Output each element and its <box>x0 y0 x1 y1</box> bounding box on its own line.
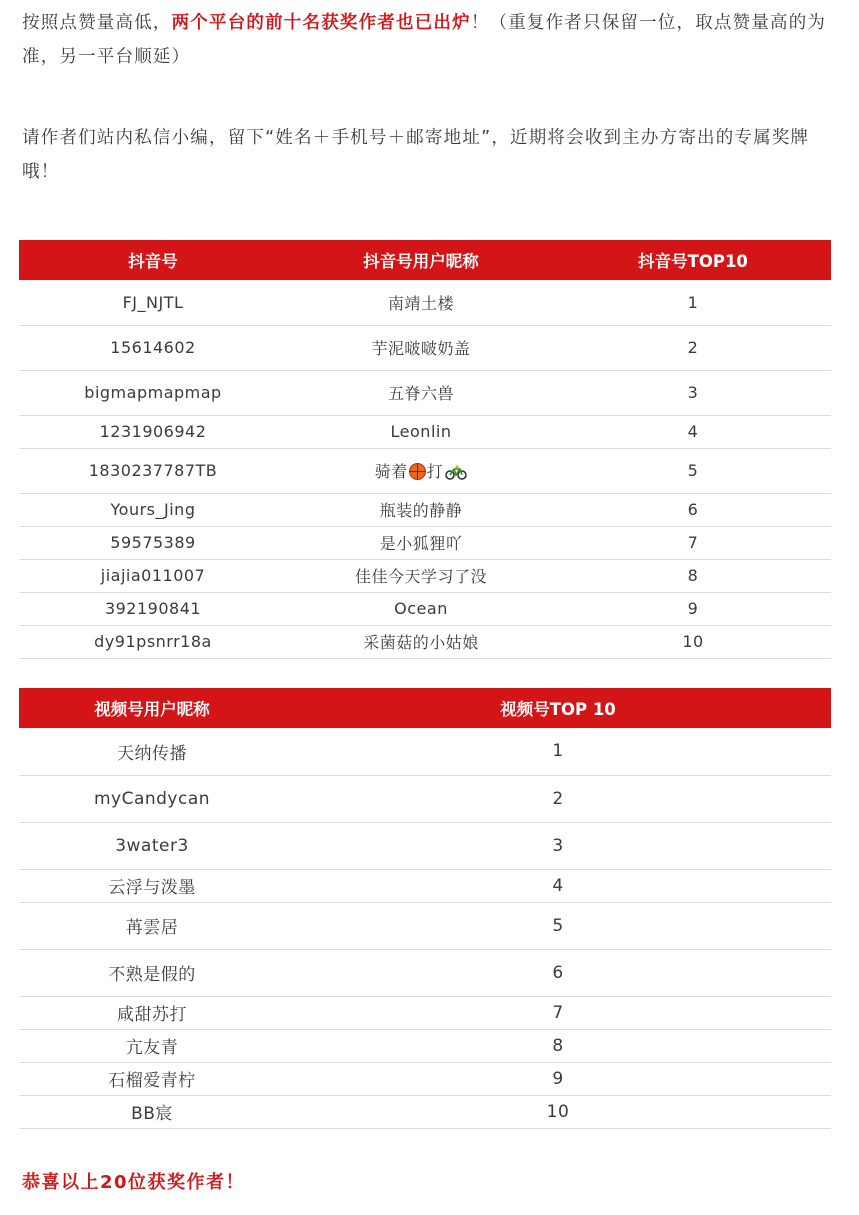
shipinhao-rank: 3 <box>285 822 831 869</box>
douyin-ranking-table <box>19 240 831 659</box>
table-row <box>19 869 831 902</box>
douyin-rank: 4 <box>555 415 831 448</box>
douyin-nickname: 是小狐狸吖 <box>287 526 555 559</box>
table-row <box>19 949 831 996</box>
table-row <box>19 728 831 775</box>
header-douyin-nickname: 抖音号用户昵称 <box>287 240 555 280</box>
bicycle-icon <box>445 465 467 480</box>
shipinhao-nickname: 天纳传播 <box>19 728 285 775</box>
shipinhao-ranking-table <box>19 688 831 1129</box>
douyin-id: 15614602 <box>19 325 287 370</box>
shipinhao-nickname: 咸甜苏打 <box>19 996 285 1029</box>
shipinhao-rank: 2 <box>285 775 831 822</box>
header-douyin-id: 抖音号 <box>19 240 287 280</box>
douyin-rank: 10 <box>555 625 831 658</box>
douyin-nickname: 南靖土楼 <box>287 280 555 325</box>
table-row <box>19 625 831 658</box>
table-row <box>19 775 831 822</box>
douyin-nickname: 芋泥啵啵奶盖 <box>287 325 555 370</box>
shipinhao-nickname: 苒雲居 <box>19 902 285 949</box>
intro-text-after: ！（重复作者只保留一位，取点赞量高的为准，另一平台顺延） <box>22 13 827 67</box>
shipinhao-nickname: 亢友青 <box>19 1029 285 1062</box>
shipinhao-rank: 5 <box>285 902 831 949</box>
douyin-nickname: 五脊六兽 <box>287 370 555 415</box>
douyin-rank: 1 <box>555 280 831 325</box>
shipinhao-nickname: 云浮与泼墨 <box>19 869 285 902</box>
table-row <box>19 559 831 592</box>
douyin-nickname: 佳佳今天学习了没 <box>287 559 555 592</box>
douyin-header-row <box>19 240 831 280</box>
basketball-icon <box>409 463 426 480</box>
douyin-rank: 7 <box>555 526 831 559</box>
douyin-id: Yours_Jing <box>19 493 287 526</box>
table-row <box>19 526 831 559</box>
table-row <box>19 415 831 448</box>
header-douyin-top10: 抖音号TOP10 <box>555 240 831 280</box>
douyin-nickname-part-1: 骑着 <box>374 462 408 481</box>
douyin-nickname: 采菌菇的小姑娘 <box>287 625 555 658</box>
shipinhao-rank: 7 <box>285 996 831 1029</box>
shipinhao-nickname: 不熟是假的 <box>19 949 285 996</box>
douyin-nickname: 瓶装的静静 <box>287 493 555 526</box>
douyin-id: 1231906942 <box>19 415 287 448</box>
douyin-rank: 8 <box>555 559 831 592</box>
douyin-rank: 9 <box>555 592 831 625</box>
douyin-nickname: Ocean <box>287 592 555 625</box>
shipinhao-rank: 4 <box>285 869 831 902</box>
shipinhao-rank: 8 <box>285 1029 831 1062</box>
douyin-id: dy91psnrr18a <box>19 625 287 658</box>
douyin-id: FJ_NJTL <box>19 280 287 325</box>
douyin-rank: 5 <box>555 448 831 493</box>
table-row <box>19 592 831 625</box>
congratulations-footer: 恭喜以上20位获奖作者！ <box>22 1172 246 1193</box>
header-shipinhao-nickname: 视频号用户昵称 <box>19 688 285 728</box>
douyin-nickname-part-2: 打 <box>426 462 444 481</box>
table-row <box>19 1029 831 1062</box>
intro-paragraph-1 <box>22 6 834 74</box>
table-row <box>19 325 831 370</box>
douyin-nickname <box>287 448 555 493</box>
shipinhao-nickname: 3water3 <box>19 822 285 869</box>
table-row <box>19 1095 831 1128</box>
table-row <box>19 448 831 493</box>
intro-text-before: 按照点赞量高低， <box>22 13 172 33</box>
douyin-rank: 2 <box>555 325 831 370</box>
douyin-rank: 3 <box>555 370 831 415</box>
intro-highlight: 两个平台的前十名获奖作者也已出炉 <box>171 13 471 33</box>
douyin-id: bigmapmapmap <box>19 370 287 415</box>
douyin-id: 59575389 <box>19 526 287 559</box>
shipinhao-header-row <box>19 688 831 728</box>
shipinhao-nickname: BB宸 <box>19 1095 285 1128</box>
header-shipinhao-top10: 视频号TOP 10 <box>285 688 831 728</box>
shipinhao-nickname: 石榴爱青柠 <box>19 1062 285 1095</box>
table-row <box>19 370 831 415</box>
table-row <box>19 493 831 526</box>
shipinhao-rank: 10 <box>285 1095 831 1128</box>
table-row <box>19 902 831 949</box>
douyin-id: jiajia011007 <box>19 559 287 592</box>
table-row <box>19 996 831 1029</box>
douyin-nickname: Leonlin <box>287 415 555 448</box>
shipinhao-nickname: myCandycan <box>19 775 285 822</box>
table-row <box>19 1062 831 1095</box>
table-row <box>19 822 831 869</box>
table-row <box>19 280 831 325</box>
shipinhao-rank: 9 <box>285 1062 831 1095</box>
shipinhao-rank: 6 <box>285 949 831 996</box>
douyin-id: 392190841 <box>19 592 287 625</box>
douyin-id: 1830237787TB <box>19 448 287 493</box>
douyin-rank: 6 <box>555 493 831 526</box>
shipinhao-rank: 1 <box>285 728 831 775</box>
intro-paragraph-2: 请作者们站内私信小编，留下“姓名＋手机号＋邮寄地址”，近期将会收到主办方寄出的专属奖牌哦！ <box>22 128 810 182</box>
